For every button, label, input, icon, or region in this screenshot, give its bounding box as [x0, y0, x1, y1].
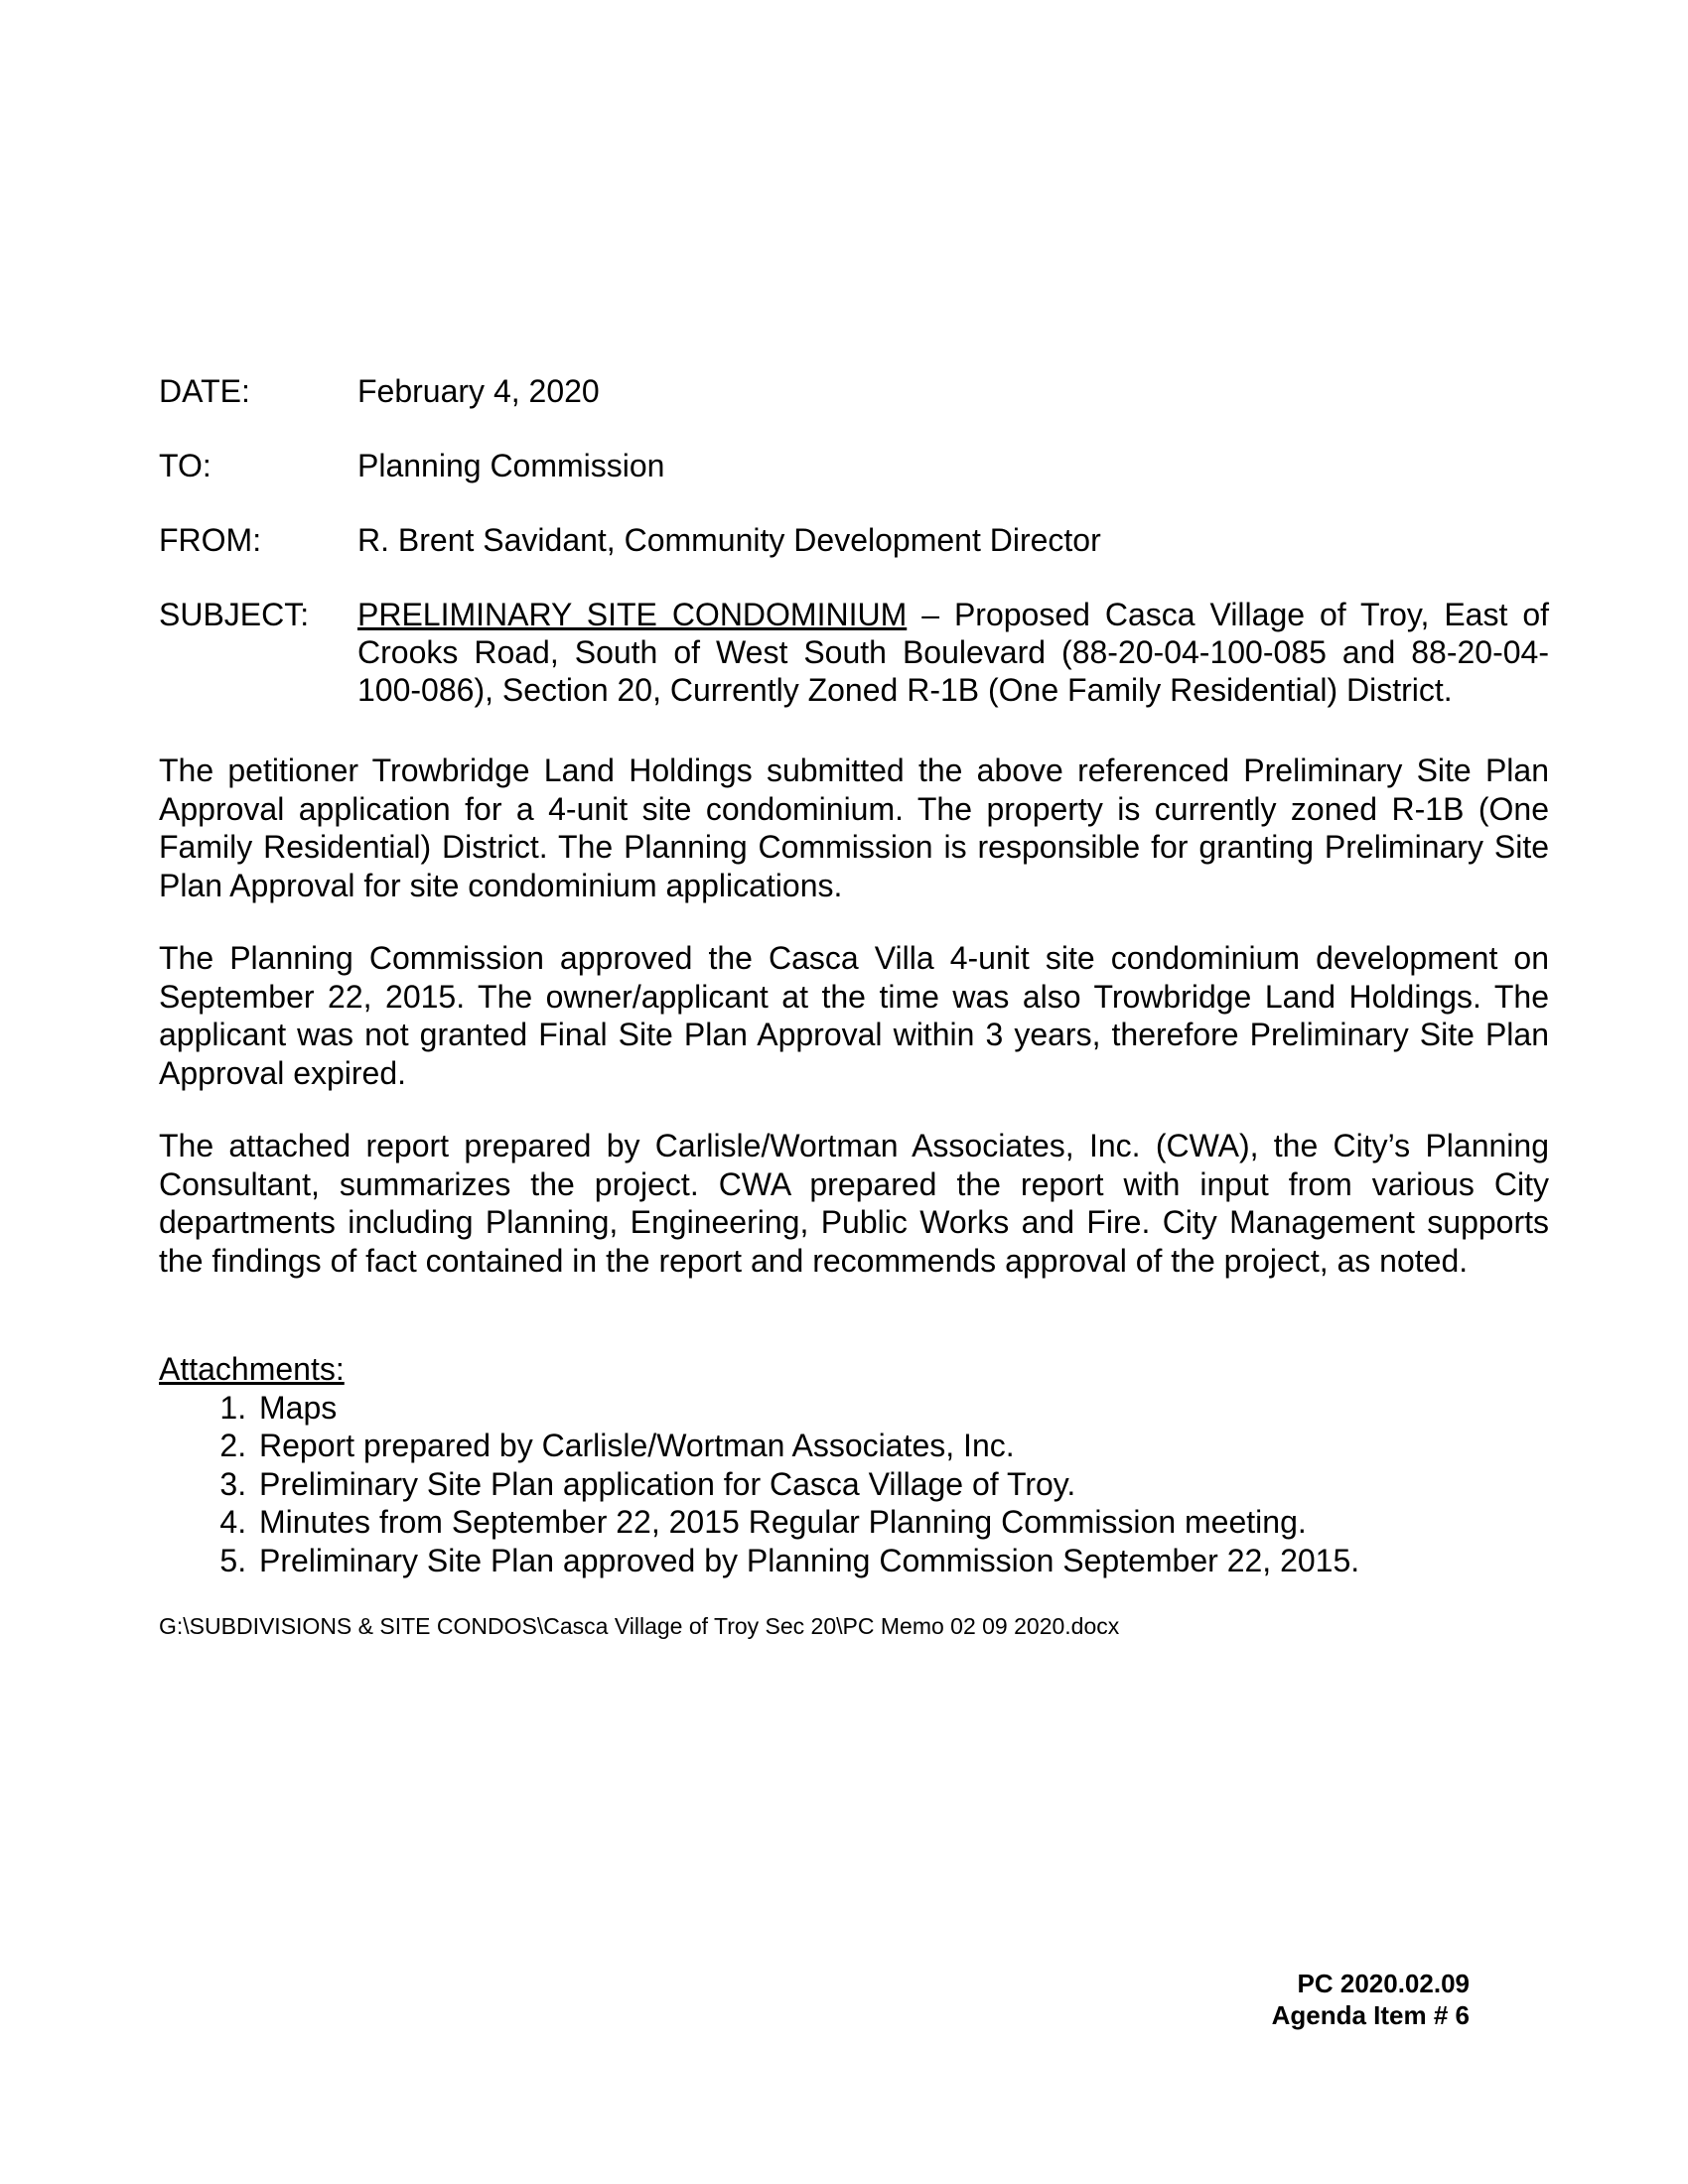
body-paragraph-petition: The petitioner Trowbridge Land Holdings submitted the above referenced Preliminary Site Plan Approval application for a 4-unit site condominium. The property is currently zoned R-1B (One Family Residential) District. The Planning Commission is responsible for granting Preliminary Site Plan Approval for site condominium applications. — [159, 752, 1549, 903]
attachment-item: 3. Preliminary Site Plan application for Casca Village of Troy. — [255, 1465, 1549, 1504]
memo-header — [159, 372, 1549, 746]
date-label: DATE: — [159, 373, 250, 409]
page-footer — [1272, 1968, 1470, 2031]
attachments-list — [159, 1389, 1549, 1580]
attachment-item: 5. Preliminary Site Plan approved by Planning Commission September 22, 2015. — [255, 1542, 1549, 1580]
from-label: FROM: — [159, 522, 262, 558]
subject-label: SUBJECT: — [159, 597, 310, 632]
subject-description: – Proposed Casca Village of Troy, East of Crooks Road, South of West South Boulevard (88-20-04-100-085 and 88-20-04-100-086), Section 20, Currently Zoned R-1B (One Family Residential) District. — [357, 597, 1550, 708]
attachment-item: 1. Maps — [255, 1389, 1549, 1428]
body-paragraph-report: The attached report prepared by Carlisle/Wortman Associates, Inc. (CWA), the City’s Planning Consultant, summarizes the project. CWA prepared the report with input from various City departments including Planning, Engineering, Public Works and Fire. City Management supports the findings of fact contained in the report and recommends approval of the project, as noted. — [159, 1128, 1549, 1279]
subject-value — [357, 596, 1549, 709]
attachment-item: 4. Minutes from September 22, 2015 Regular Planning Commission meeting. — [255, 1503, 1549, 1542]
footer-agenda-item: Agenda Item # 6 — [1271, 2000, 1470, 2030]
subject-title: PRELIMINARY SITE CONDOMINIUM — [357, 597, 908, 632]
body-paragraph-history: The Planning Commission approved the Casca Villa 4-unit site condominium development on September 22, 2015. The owner/applicant at the time was also Trowbridge Land Holdings. The applicant was not granted Final Site Plan Approval within 3 years, therefore Preliminary Site Plan Approval expired. — [159, 940, 1549, 1091]
footer-meeting-code: PC 2020.02.09 — [1297, 1969, 1470, 1998]
to-value: Planning Commission — [357, 448, 665, 483]
from-value: R. Brent Savidant, Community Development Director — [357, 522, 1101, 558]
date-row — [159, 372, 1549, 410]
attachment-item: 2. Report prepared by Carlisle/Wortman Associates, Inc. — [255, 1427, 1549, 1465]
to-row — [159, 447, 1549, 484]
attachments-section — [159, 1350, 1549, 1579]
subject-row — [159, 596, 1549, 709]
file-path: G:\SUBDIVISIONS & SITE CONDOS\Casca Village of Troy Sec 20\PC Memo 02 09 2020.docx — [159, 1613, 1120, 1639]
from-row — [159, 521, 1549, 559]
to-label: TO: — [159, 448, 211, 483]
attachments-heading: Attachments: — [159, 1351, 345, 1387]
date-value: February 4, 2020 — [357, 373, 600, 409]
